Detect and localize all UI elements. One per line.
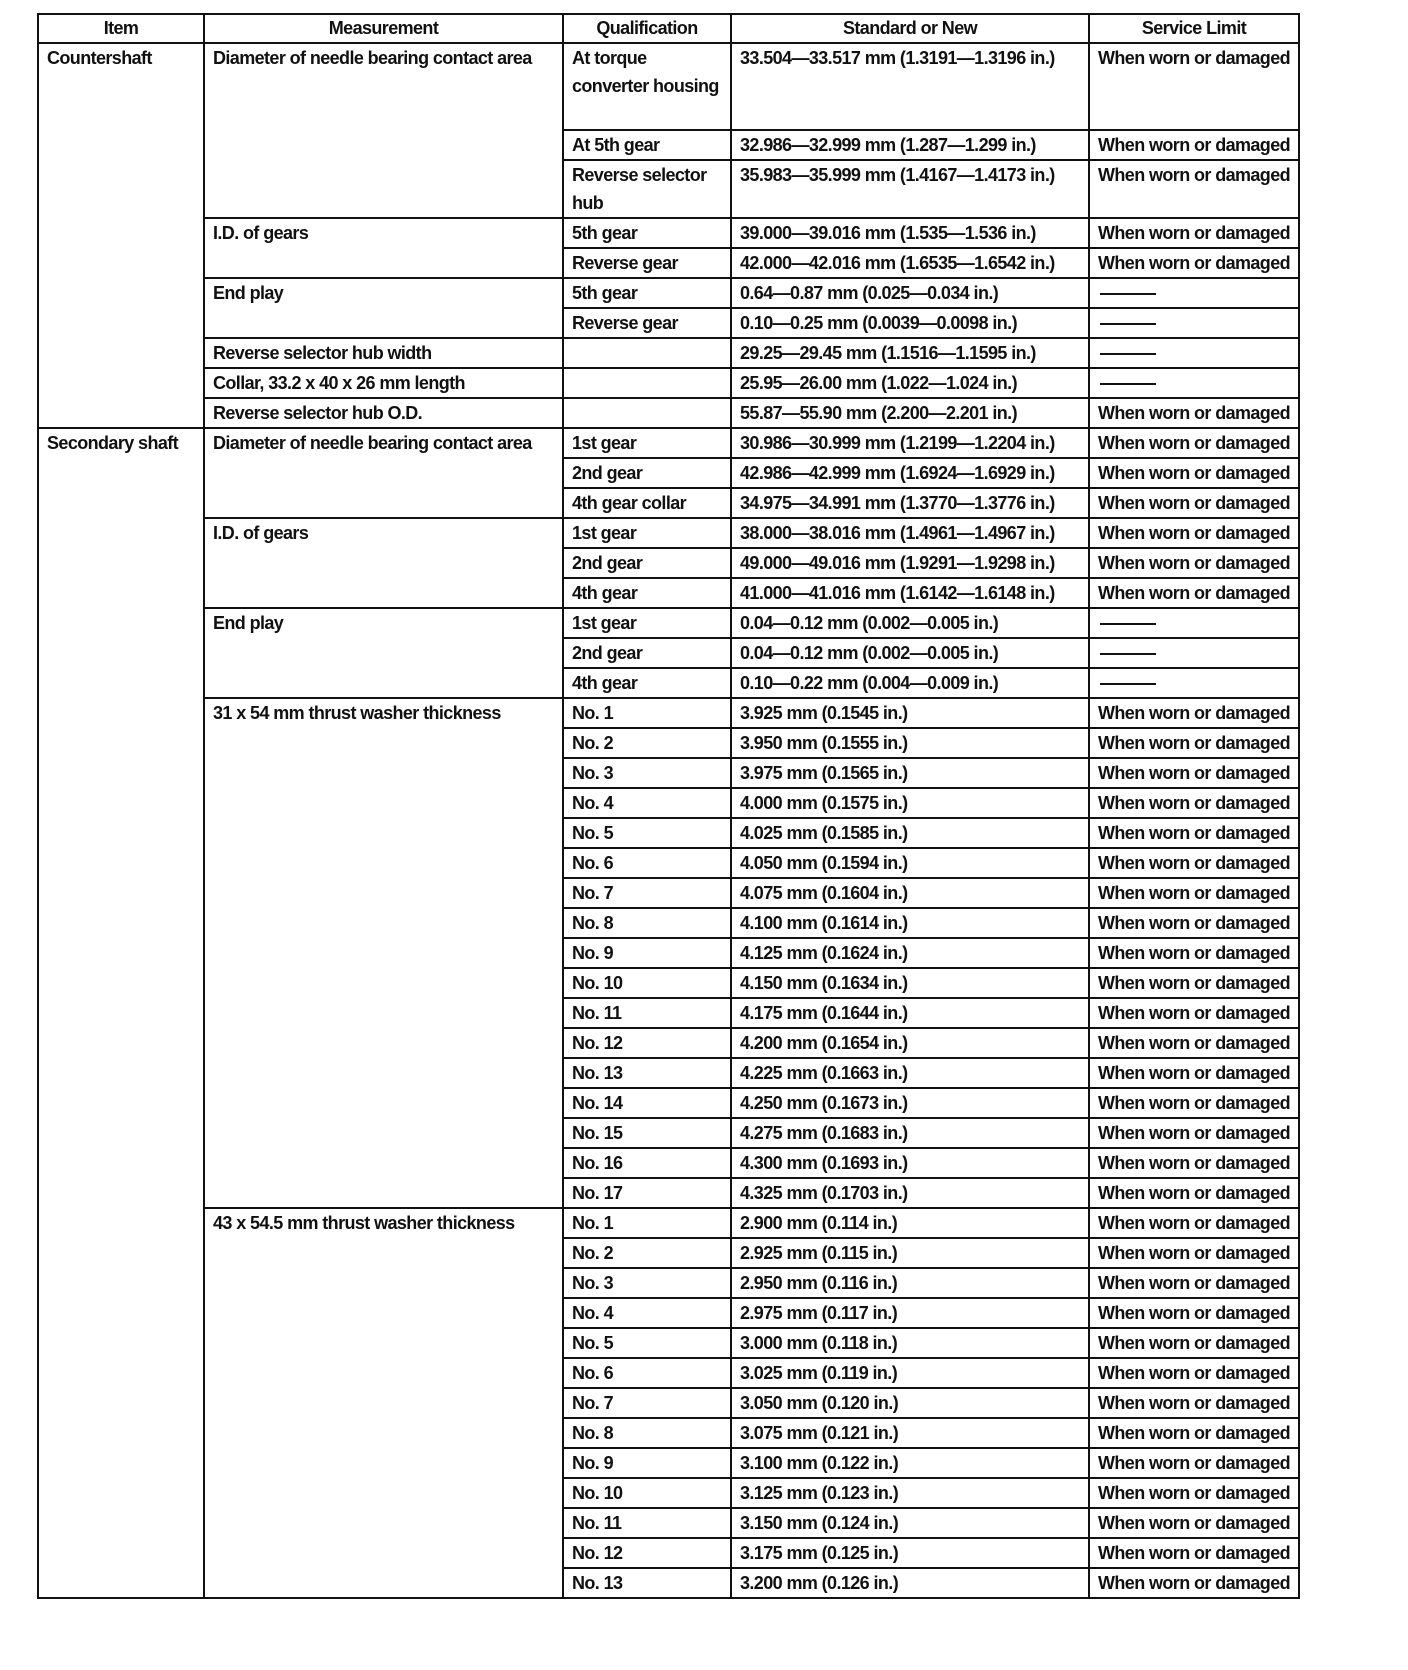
standard-value-cell: 3.075 mm (0.121 in.) [731,1418,1089,1448]
service-limit-cell: When worn or damaged [1089,1178,1299,1208]
standard-value-cell: 2.950 mm (0.116 in.) [731,1268,1089,1298]
standard-value-cell: 3.975 mm (0.1565 in.) [731,758,1089,788]
service-limit-cell: When worn or damaged [1089,160,1299,218]
service-limit-cell: When worn or damaged [1089,1478,1299,1508]
table-row [38,43,1299,130]
service-limit-cell: When worn or damaged [1089,1268,1299,1298]
standard-value-cell: 2.900 mm (0.114 in.) [731,1208,1089,1238]
service-limit-cell: When worn or damaged [1089,488,1299,518]
service-limit-cell: When worn or damaged [1089,968,1299,998]
standard-value-cell: 2.925 mm (0.115 in.) [731,1238,1089,1268]
standard-value-cell: 3.950 mm (0.1555 in.) [731,728,1089,758]
qualification-cell: No. 7 [563,878,731,908]
service-limit-cell: When worn or damaged [1089,218,1299,248]
service-limit-cell: When worn or damaged [1089,998,1299,1028]
measurement-cell: I.D. of gears [204,218,563,278]
service-limit-cell: When worn or damaged [1089,458,1299,488]
measurement-cell: I.D. of gears [204,518,563,608]
table-row [38,608,1299,638]
standard-value-cell: 4.050 mm (0.1594 in.) [731,848,1089,878]
service-spec-table [37,13,1300,1599]
service-limit-cell: When worn or damaged [1089,428,1299,458]
qualification-cell: No. 11 [563,1508,731,1538]
standard-value-cell: 4.075 mm (0.1604 in.) [731,878,1089,908]
standard-value-cell: 3.925 mm (0.1545 in.) [731,698,1089,728]
standard-value-cell: 32.986—32.999 mm (1.287—1.299 in.) [731,130,1089,160]
standard-value-cell: 49.000—49.016 mm (1.9291—1.9298 in.) [731,548,1089,578]
service-limit-cell: When worn or damaged [1089,1028,1299,1058]
qualification-cell: No. 7 [563,1388,731,1418]
header-standard-or-new: Standard or New [731,14,1089,43]
standard-value-cell: 4.300 mm (0.1693 in.) [731,1148,1089,1178]
qualification-cell: No. 16 [563,1148,731,1178]
service-limit-cell [1089,308,1299,338]
measurement-cell: Collar, 33.2 x 40 x 26 mm length [204,368,563,398]
table-body [38,43,1299,1598]
service-limit-cell: When worn or damaged [1089,878,1299,908]
service-limit-cell: When worn or damaged [1089,698,1299,728]
qualification-cell: At 5th gear [563,130,731,160]
service-limit-cell: When worn or damaged [1089,788,1299,818]
standard-value-cell: 38.000—38.016 mm (1.4961—1.4967 in.) [731,518,1089,548]
service-limit-cell: When worn or damaged [1089,548,1299,578]
service-limit-cell: When worn or damaged [1089,1118,1299,1148]
service-limit-cell: When worn or damaged [1089,728,1299,758]
standard-value-cell: 41.000—41.016 mm (1.6142—1.6148 in.) [731,578,1089,608]
qualification-cell [563,338,731,368]
standard-value-cell: 0.10—0.25 mm (0.0039—0.0098 in.) [731,308,1089,338]
qualification-cell: 2nd gear [563,458,731,488]
standard-value-cell: 55.87—55.90 mm (2.200—2.201 in.) [731,398,1089,428]
standard-value-cell: 4.200 mm (0.1654 in.) [731,1028,1089,1058]
standard-value-cell: 4.275 mm (0.1683 in.) [731,1118,1089,1148]
qualification-cell: 2nd gear [563,638,731,668]
standard-value-cell: 3.175 mm (0.125 in.) [731,1538,1089,1568]
dash-icon [1100,353,1156,355]
service-limit-cell: When worn or damaged [1089,130,1299,160]
service-limit-cell: When worn or damaged [1089,248,1299,278]
table-row [38,338,1299,368]
service-limit-cell: When worn or damaged [1089,1418,1299,1448]
service-limit-cell: When worn or damaged [1089,1148,1299,1178]
header-service-limit: Service Limit [1089,14,1299,43]
qualification-cell: 4th gear [563,668,731,698]
standard-value-cell: 0.64—0.87 mm (0.025—0.034 in.) [731,278,1089,308]
qualification-cell: No. 8 [563,1418,731,1448]
service-limit-cell: When worn or damaged [1089,908,1299,938]
header-measurement: Measurement [204,14,563,43]
service-limit-cell: When worn or damaged [1089,43,1299,130]
item-cell: Secondary shaft [38,428,204,1598]
qualification-cell: No. 1 [563,1208,731,1238]
service-limit-cell: When worn or damaged [1089,1058,1299,1088]
service-limit-cell: When worn or damaged [1089,398,1299,428]
qualification-cell: 1st gear [563,428,731,458]
service-limit-cell [1089,638,1299,668]
service-limit-cell: When worn or damaged [1089,848,1299,878]
qualification-cell [563,398,731,428]
table-row [38,218,1299,248]
measurement-cell: Diameter of needle bearing contact area [204,428,563,518]
standard-value-cell: 3.125 mm (0.123 in.) [731,1478,1089,1508]
table-row [38,278,1299,308]
qualification-cell: No. 10 [563,1478,731,1508]
standard-value-cell: 4.150 mm (0.1634 in.) [731,968,1089,998]
standard-value-cell: 0.04—0.12 mm (0.002—0.005 in.) [731,608,1089,638]
qualification-cell: No. 12 [563,1538,731,1568]
standard-value-cell: 25.95—26.00 mm (1.022—1.024 in.) [731,368,1089,398]
service-limit-cell: When worn or damaged [1089,1568,1299,1598]
qualification-cell: 5th gear [563,278,731,308]
standard-value-cell: 0.10—0.22 mm (0.004—0.009 in.) [731,668,1089,698]
qualification-cell: No. 17 [563,1178,731,1208]
standard-value-cell: 3.150 mm (0.124 in.) [731,1508,1089,1538]
qualification-cell: 1st gear [563,518,731,548]
dash-icon [1100,293,1156,295]
service-limit-cell: When worn or damaged [1089,1238,1299,1268]
qualification-cell: No. 4 [563,788,731,818]
qualification-cell: 2nd gear [563,548,731,578]
service-limit-cell: When worn or damaged [1089,1388,1299,1418]
measurement-cell: Reverse selector hub O.D. [204,398,563,428]
qualification-cell: No. 8 [563,908,731,938]
service-limit-cell: When worn or damaged [1089,1328,1299,1358]
standard-value-cell: 4.125 mm (0.1624 in.) [731,938,1089,968]
qualification-cell: No. 2 [563,728,731,758]
qualification-cell: Reverse selector hub [563,160,731,218]
qualification-cell: 1st gear [563,608,731,638]
measurement-cell: Diameter of needle bearing contact area [204,43,563,218]
qualification-cell: No. 13 [563,1058,731,1088]
table-row [38,1208,1299,1238]
standard-value-cell: 3.000 mm (0.118 in.) [731,1328,1089,1358]
qualification-cell: No. 10 [563,968,731,998]
service-limit-cell: When worn or damaged [1089,1208,1299,1238]
header-row [38,14,1299,43]
qualification-cell: No. 2 [563,1238,731,1268]
standard-value-cell: 42.986—42.999 mm (1.6924—1.6929 in.) [731,458,1089,488]
service-limit-cell: When worn or damaged [1089,1538,1299,1568]
service-limit-cell: When worn or damaged [1089,938,1299,968]
service-limit-cell: When worn or damaged [1089,1088,1299,1118]
standard-value-cell: 39.000—39.016 mm (1.535—1.536 in.) [731,218,1089,248]
standard-value-cell: 4.225 mm (0.1663 in.) [731,1058,1089,1088]
service-limit-cell: When worn or damaged [1089,818,1299,848]
qualification-cell: Reverse gear [563,248,731,278]
qualification-cell: No. 5 [563,818,731,848]
qualification-cell: No. 14 [563,1088,731,1118]
qualification-cell: No. 13 [563,1568,731,1598]
table-header [38,14,1299,43]
standard-value-cell: 29.25—29.45 mm (1.1516—1.1595 in.) [731,338,1089,368]
standard-value-cell: 0.04—0.12 mm (0.002—0.005 in.) [731,638,1089,668]
service-limit-cell: When worn or damaged [1089,1298,1299,1328]
standard-value-cell: 4.000 mm (0.1575 in.) [731,788,1089,818]
dash-icon [1100,323,1156,325]
qualification-cell: No. 9 [563,1448,731,1478]
standard-value-cell: 4.250 mm (0.1673 in.) [731,1088,1089,1118]
service-limit-cell: When worn or damaged [1089,1358,1299,1388]
service-limit-cell: When worn or damaged [1089,758,1299,788]
dash-icon [1100,653,1156,655]
qualification-cell: Reverse gear [563,308,731,338]
service-limit-cell: When worn or damaged [1089,1508,1299,1538]
header-item: Item [38,14,204,43]
measurement-cell: 31 x 54 mm thrust washer thickness [204,698,563,1208]
measurement-cell: End play [204,278,563,338]
measurement-cell: End play [204,608,563,698]
standard-value-cell: 3.025 mm (0.119 in.) [731,1358,1089,1388]
standard-value-cell: 3.100 mm (0.122 in.) [731,1448,1089,1478]
service-limit-cell: When worn or damaged [1089,1448,1299,1478]
qualification-cell: No. 1 [563,698,731,728]
table-row [38,398,1299,428]
standard-value-cell: 30.986—30.999 mm (1.2199—1.2204 in.) [731,428,1089,458]
qualification-cell: No. 15 [563,1118,731,1148]
standard-value-cell: 3.200 mm (0.126 in.) [731,1568,1089,1598]
qualification-cell: No. 4 [563,1298,731,1328]
dash-icon [1100,623,1156,625]
qualification-cell: No. 11 [563,998,731,1028]
dash-icon [1100,383,1156,385]
standard-value-cell: 35.983—35.999 mm (1.4167—1.4173 in.) [731,160,1089,218]
standard-value-cell: 4.325 mm (0.1703 in.) [731,1178,1089,1208]
standard-value-cell: 33.504—33.517 mm (1.3191—1.3196 in.) [731,43,1089,130]
standard-value-cell: 34.975—34.991 mm (1.3770—1.3776 in.) [731,488,1089,518]
service-limit-cell: When worn or damaged [1089,578,1299,608]
standard-value-cell: 42.000—42.016 mm (1.6535—1.6542 in.) [731,248,1089,278]
qualification-cell: 5th gear [563,218,731,248]
service-limit-cell [1089,668,1299,698]
standard-value-cell: 3.050 mm (0.120 in.) [731,1388,1089,1418]
table-row [38,428,1299,458]
qualification-cell: No. 6 [563,848,731,878]
table-row [38,698,1299,728]
qualification-cell [563,368,731,398]
table-row [38,368,1299,398]
header-qualification: Qualification [563,14,731,43]
qualification-cell: No. 6 [563,1358,731,1388]
item-cell: Countershaft [38,43,204,428]
standard-value-cell: 4.175 mm (0.1644 in.) [731,998,1089,1028]
qualification-cell: 4th gear collar [563,488,731,518]
service-limit-cell: When worn or damaged [1089,518,1299,548]
measurement-cell: Reverse selector hub width [204,338,563,368]
standard-value-cell: 4.100 mm (0.1614 in.) [731,908,1089,938]
qualification-cell: No. 5 [563,1328,731,1358]
measurement-cell: 43 x 54.5 mm thrust washer thickness [204,1208,563,1598]
table-row [38,518,1299,548]
service-limit-cell [1089,368,1299,398]
qualification-cell: No. 9 [563,938,731,968]
dash-icon [1100,683,1156,685]
qualification-cell: No. 3 [563,1268,731,1298]
qualification-cell: 4th gear [563,578,731,608]
service-limit-cell [1089,278,1299,308]
standard-value-cell: 4.025 mm (0.1585 in.) [731,818,1089,848]
standard-value-cell: 2.975 mm (0.117 in.) [731,1298,1089,1328]
qualification-cell: No. 3 [563,758,731,788]
service-limit-cell [1089,608,1299,638]
service-limit-cell [1089,338,1299,368]
qualification-cell: No. 12 [563,1028,731,1058]
qualification-cell: At torque converter housing [563,43,731,130]
